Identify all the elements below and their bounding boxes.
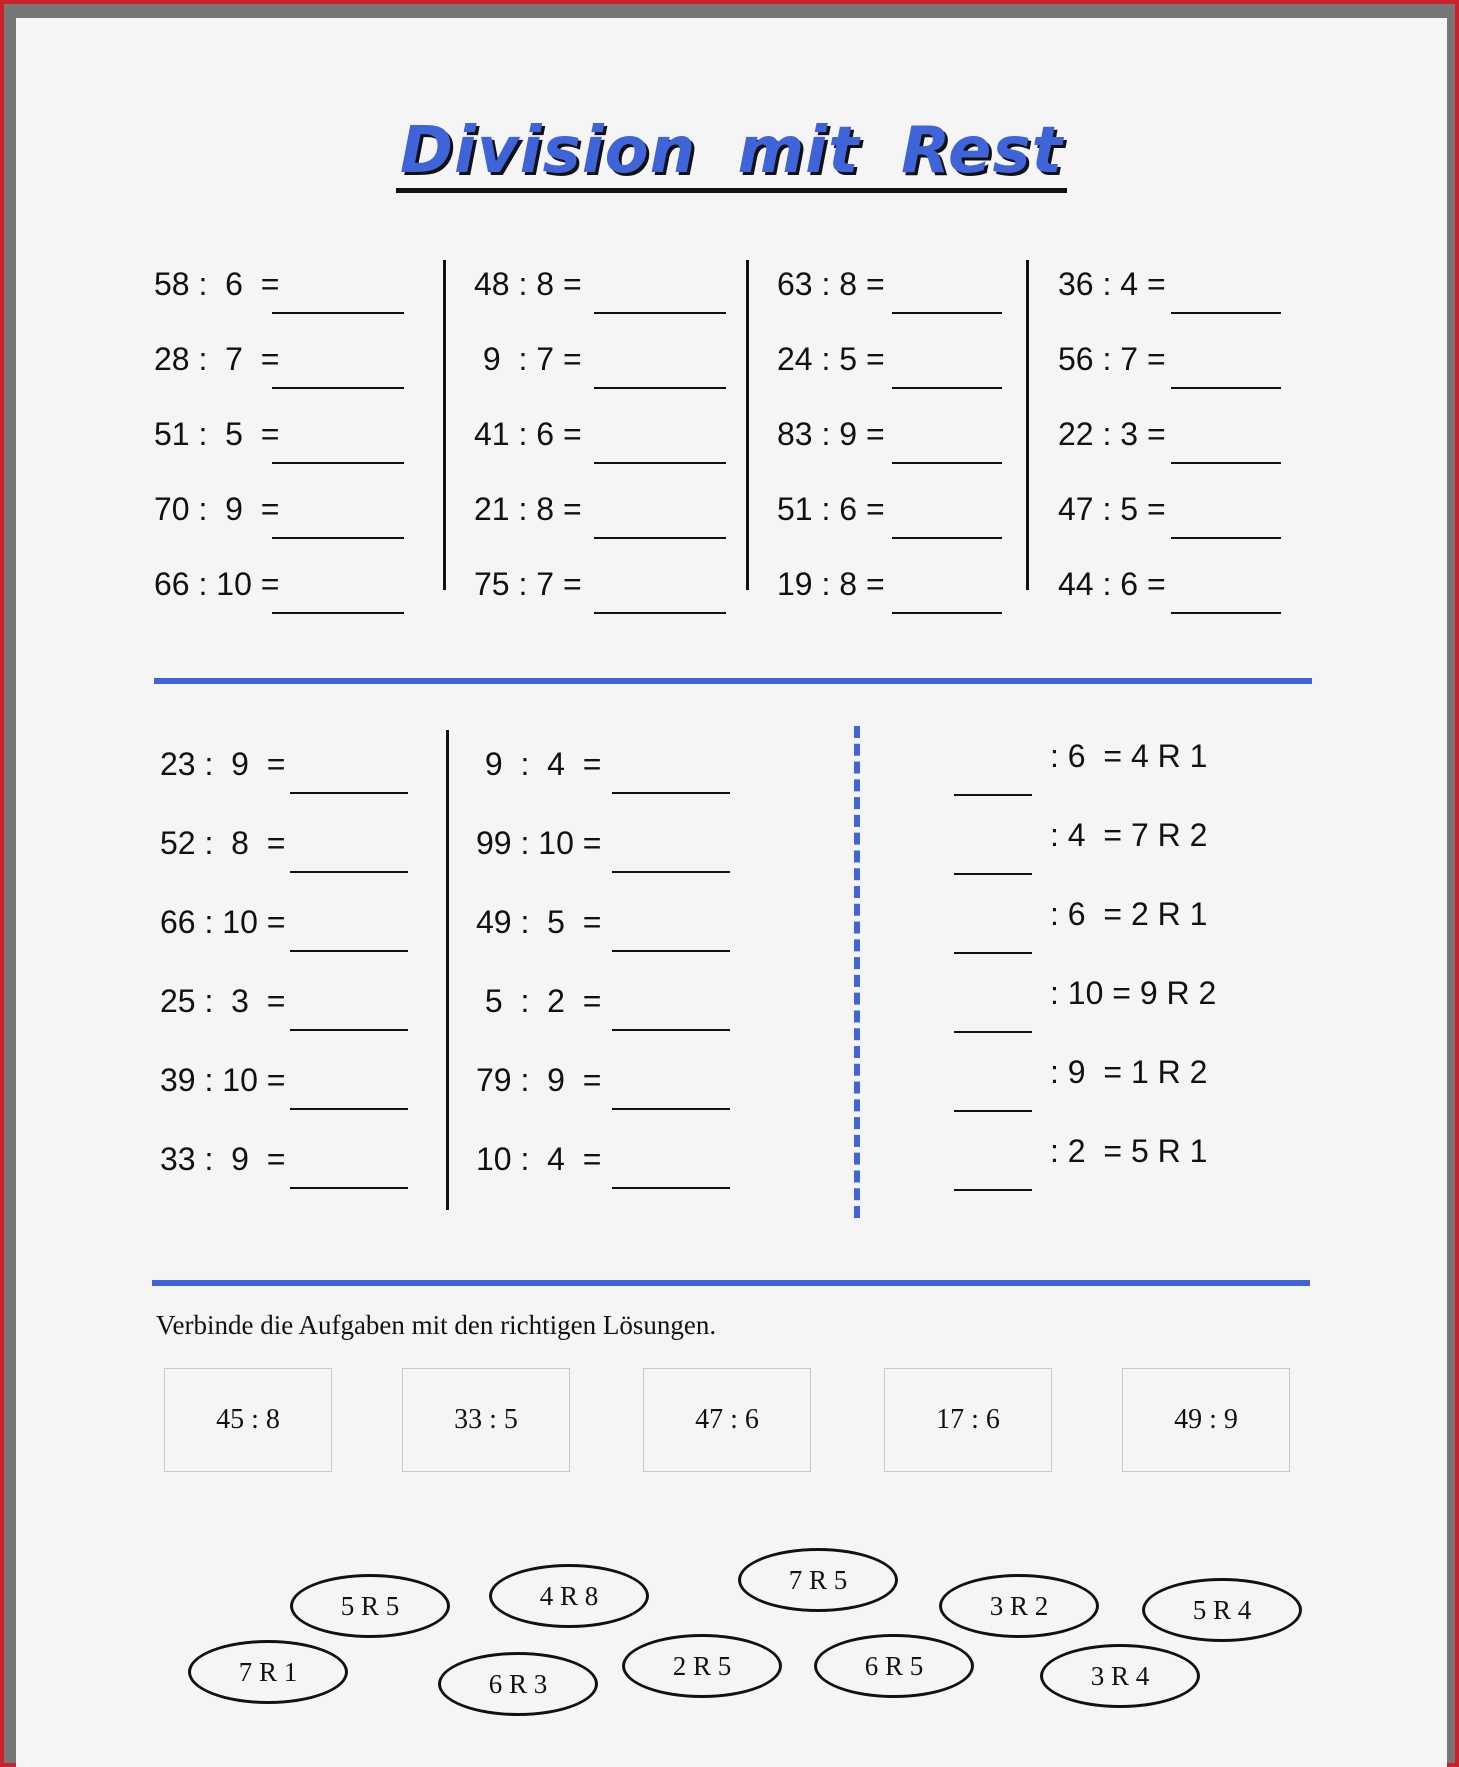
reverse-problem-row: [954, 1133, 1234, 1193]
problem-expression: 21 : 8 =: [474, 491, 582, 527]
answer-blank[interactable]: [1171, 612, 1281, 614]
problem-row: [777, 414, 1002, 474]
problem-row: [777, 339, 1002, 399]
task-box[interactable]: 47 : 6: [643, 1368, 811, 1472]
problem-expression: 23 : 9 =: [160, 746, 286, 782]
problem-expression: 58 : 6 =: [154, 266, 280, 302]
problem-expression: 56 : 7 =: [1058, 341, 1166, 377]
problem-row: [154, 414, 404, 474]
problem-expression: 66 : 10 =: [160, 904, 286, 940]
answer-blank[interactable]: [954, 873, 1032, 875]
problem-row: [160, 744, 408, 804]
problem-row: [160, 1060, 408, 1120]
problem-row: [160, 823, 408, 883]
problem-expression: 49 : 5 =: [476, 904, 602, 940]
problem-expression: 25 : 3 =: [160, 983, 286, 1019]
reverse-problem-row: [954, 1054, 1234, 1114]
answer-blank[interactable]: [612, 792, 730, 794]
problem-expression: 48 : 8 =: [474, 266, 582, 302]
answer-blank[interactable]: [594, 612, 726, 614]
reverse-problem-row: [954, 817, 1234, 877]
worksheet: [16, 18, 1447, 1767]
problem-row: [474, 414, 726, 474]
answer-blank[interactable]: [594, 462, 726, 464]
title-text: Division mit Rest: [396, 114, 1067, 193]
problem-row: [1058, 564, 1281, 624]
answer-blank[interactable]: [892, 612, 1002, 614]
answer-blank[interactable]: [1171, 387, 1281, 389]
reverse-expression: : 6 = 2 R 1: [1050, 896, 1208, 932]
answer-blank[interactable]: [612, 1029, 730, 1031]
answer-blank[interactable]: [954, 794, 1032, 796]
solution-oval[interactable]: 7 R 1: [188, 1640, 348, 1704]
reverse-problem-row: [954, 738, 1234, 798]
problem-row: [474, 489, 726, 549]
answer-blank[interactable]: [612, 871, 730, 873]
problem-expression: 19 : 8 =: [777, 566, 885, 602]
problem-expression: 28 : 7 =: [154, 341, 280, 377]
problem-row: [154, 339, 404, 399]
problem-row: [476, 744, 730, 804]
answer-blank[interactable]: [272, 387, 404, 389]
task-box[interactable]: 45 : 8: [164, 1368, 332, 1472]
solution-oval[interactable]: 3 R 4: [1040, 1644, 1200, 1708]
reverse-problem-row: [954, 975, 1234, 1035]
problem-row: [154, 564, 404, 624]
answer-blank[interactable]: [892, 537, 1002, 539]
problem-expression: 39 : 10 =: [160, 1062, 286, 1098]
problem-row: [160, 1139, 408, 1199]
answer-blank[interactable]: [954, 952, 1032, 954]
problem-expression: 63 : 8 =: [777, 266, 885, 302]
answer-blank[interactable]: [290, 871, 408, 873]
page-title: [16, 114, 1447, 188]
answer-blank[interactable]: [594, 387, 726, 389]
problem-expression: 24 : 5 =: [777, 341, 885, 377]
column-divider: [1026, 260, 1029, 590]
problem-expression: 41 : 6 =: [474, 416, 582, 452]
problem-expression: 33 : 9 =: [160, 1141, 286, 1177]
problem-expression: 44 : 6 =: [1058, 566, 1166, 602]
answer-blank[interactable]: [290, 792, 408, 794]
problem-expression: 79 : 9 =: [476, 1062, 602, 1098]
answer-blank[interactable]: [1171, 312, 1281, 314]
problem-expression: 9 : 4 =: [476, 746, 602, 782]
problem-row: [154, 489, 404, 549]
answer-blank[interactable]: [1171, 462, 1281, 464]
solution-oval[interactable]: 6 R 5: [814, 1634, 974, 1698]
problem-row: [160, 902, 408, 962]
problem-expression: 51 : 5 =: [154, 416, 280, 452]
problem-row: [1058, 264, 1281, 324]
reverse-expression: : 4 = 7 R 2: [1050, 817, 1208, 853]
instruction-text: Verbinde die Aufgaben mit den richtigen Lösungen.: [156, 1310, 717, 1340]
section-separator: [152, 1280, 1310, 1286]
task-box[interactable]: 33 : 5: [402, 1368, 570, 1472]
problem-expression: 75 : 7 =: [474, 566, 582, 602]
solution-oval[interactable]: 5 R 4: [1142, 1578, 1302, 1642]
answer-blank[interactable]: [290, 1187, 408, 1189]
problem-expression: 10 : 4 =: [476, 1141, 602, 1177]
answer-blank[interactable]: [892, 462, 1002, 464]
problem-row: [160, 981, 408, 1041]
answer-blank[interactable]: [892, 312, 1002, 314]
problem-row: [474, 339, 726, 399]
answer-blank[interactable]: [594, 312, 726, 314]
answer-blank[interactable]: [892, 387, 1002, 389]
reverse-expression: : 6 = 4 R 1: [1050, 738, 1208, 774]
problem-expression: 9 : 7 =: [474, 341, 582, 377]
solution-oval[interactable]: 6 R 3: [438, 1652, 598, 1716]
answer-blank[interactable]: [272, 312, 404, 314]
solution-oval[interactable]: 7 R 5: [738, 1548, 898, 1612]
problem-expression: 5 : 2 =: [476, 983, 602, 1019]
answer-blank[interactable]: [272, 612, 404, 614]
column-divider: [443, 260, 446, 590]
answer-blank[interactable]: [954, 1031, 1032, 1033]
problem-expression: 99 : 10 =: [476, 825, 602, 861]
problem-row: [476, 1060, 730, 1120]
problem-expression: 52 : 8 =: [160, 825, 286, 861]
solution-oval[interactable]: 4 R 8: [489, 1564, 649, 1628]
reverse-expression: : 2 = 5 R 1: [1050, 1133, 1208, 1169]
problem-row: [474, 564, 726, 624]
problem-expression: 36 : 4 =: [1058, 266, 1166, 302]
problem-expression: 22 : 3 =: [1058, 416, 1166, 452]
problem-row: [777, 264, 1002, 324]
problem-expression: 70 : 9 =: [154, 491, 280, 527]
problem-row: [476, 823, 730, 883]
problem-expression: 66 : 10 =: [154, 566, 280, 602]
answer-blank[interactable]: [290, 950, 408, 952]
answer-blank[interactable]: [272, 462, 404, 464]
column-divider: [746, 260, 749, 590]
problem-row: [154, 264, 404, 324]
answer-blank[interactable]: [612, 1187, 730, 1189]
answer-blank[interactable]: [612, 1108, 730, 1110]
dashed-divider: [854, 726, 860, 1218]
problem-row: [476, 1139, 730, 1199]
reverse-problem-row: [954, 896, 1234, 956]
problem-row: [476, 981, 730, 1041]
answer-blank[interactable]: [1171, 537, 1281, 539]
answer-blank[interactable]: [612, 950, 730, 952]
column-divider: [446, 730, 449, 1210]
answer-blank[interactable]: [290, 1029, 408, 1031]
problem-row: [777, 564, 1002, 624]
task-box[interactable]: 49 : 9: [1122, 1368, 1290, 1472]
problem-row: [1058, 414, 1281, 474]
problem-row: [476, 902, 730, 962]
answer-blank[interactable]: [290, 1108, 408, 1110]
answer-blank[interactable]: [954, 1110, 1032, 1112]
problem-row: [1058, 489, 1281, 549]
problem-expression: 83 : 9 =: [777, 416, 885, 452]
answer-blank[interactable]: [954, 1189, 1032, 1191]
solution-oval[interactable]: 5 R 5: [290, 1574, 450, 1638]
problem-row: [1058, 339, 1281, 399]
section-separator: [154, 678, 1312, 684]
task-box[interactable]: 17 : 6: [884, 1368, 1052, 1472]
solution-oval[interactable]: 2 R 5: [622, 1634, 782, 1698]
answer-blank[interactable]: [594, 537, 726, 539]
reverse-expression: : 9 = 1 R 2: [1050, 1054, 1208, 1090]
problem-expression: 51 : 6 =: [777, 491, 885, 527]
problem-row: [474, 264, 726, 324]
problem-row: [777, 489, 1002, 549]
problem-expression: 47 : 5 =: [1058, 491, 1166, 527]
reverse-expression: : 10 = 9 R 2: [1050, 975, 1217, 1011]
solution-oval[interactable]: 3 R 2: [939, 1574, 1099, 1638]
answer-blank[interactable]: [272, 537, 404, 539]
